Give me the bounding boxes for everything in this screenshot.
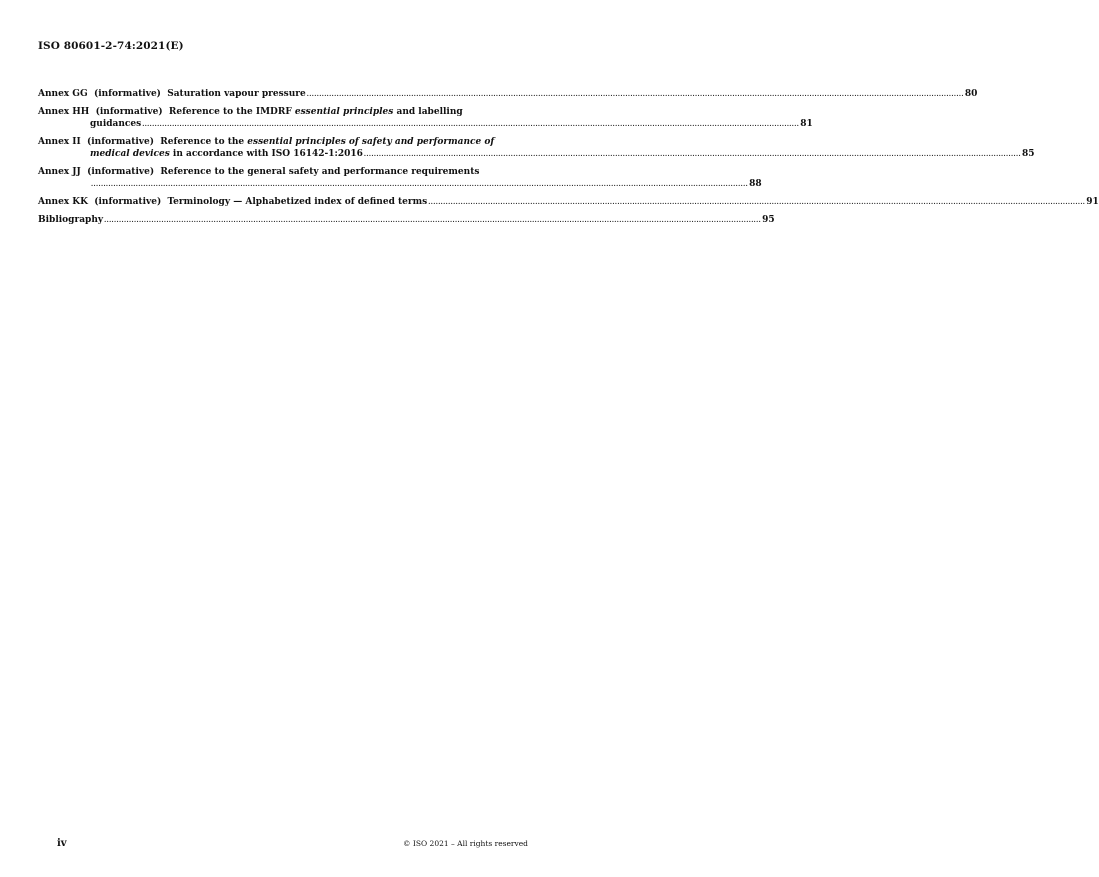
annex-title-emphasis: medical devices [90, 149, 170, 159]
dot-leader [104, 215, 761, 227]
annex-label: Annex II [38, 137, 81, 147]
annex-label: Annex GG [38, 89, 88, 99]
annex-title-part: and labelling [393, 107, 463, 117]
annex-title-emphasis: essential principles of safety and performance of [247, 137, 495, 147]
annex-type: (informative) [87, 137, 154, 147]
page-number: 88 [749, 179, 762, 189]
page-number: 85 [1021, 149, 1035, 159]
annex-type: (informative) [87, 167, 155, 177]
dot-leader [307, 89, 964, 101]
toc-entry-bibliography[interactable] [38, 214, 775, 227]
toc-entry-annex-hh[interactable] [38, 106, 813, 131]
bibliography-title: Bibliography [38, 215, 104, 225]
annex-title-part: Reference to the IMDRF [168, 107, 295, 117]
annex-title: Saturation vapour pressure [167, 89, 306, 99]
table-of-contents [38, 88, 1099, 232]
annex-type: (informative) [94, 197, 162, 207]
toc-entry-annex-ii[interactable] [38, 136, 1035, 161]
page-number: 95 [762, 215, 775, 225]
toc-entry-annex-jj[interactable] [38, 166, 762, 191]
annex-title: Reference to the general safety and performance requirements [160, 167, 480, 177]
footer-page-number: iv [57, 838, 67, 849]
page-number: 80 [964, 89, 978, 99]
footer-copyright: © ISO 2021 – All rights reserved [403, 839, 528, 848]
toc-entry-annex-kk[interactable] [38, 196, 1099, 209]
annex-title-continuation: in accordance with ISO 16142-1:2016 [169, 149, 363, 159]
annex-label: Annex HH [38, 107, 90, 117]
annex-title-continuation: guidances [90, 119, 142, 129]
annex-type: (informative) [93, 89, 161, 99]
dot-leader [142, 119, 799, 131]
page-number: 91 [1086, 197, 1099, 207]
dot-leader [364, 149, 1021, 161]
annex-title-part: Reference to the [160, 137, 248, 147]
dot-leader [91, 179, 748, 191]
annex-type: (informative) [95, 107, 163, 117]
dot-leader [428, 197, 1085, 209]
page-number: 81 [800, 119, 813, 129]
annex-title: Terminology — Alphabetized index of defined terms [167, 197, 428, 207]
toc-entry-annex-gg[interactable] [38, 88, 978, 101]
annex-label: Annex KK [38, 197, 88, 207]
annex-title-emphasis: essential principles [294, 107, 394, 117]
document-id: ISO 80601-2-74:2021(E) [38, 40, 184, 52]
annex-label: Annex JJ [38, 167, 81, 177]
